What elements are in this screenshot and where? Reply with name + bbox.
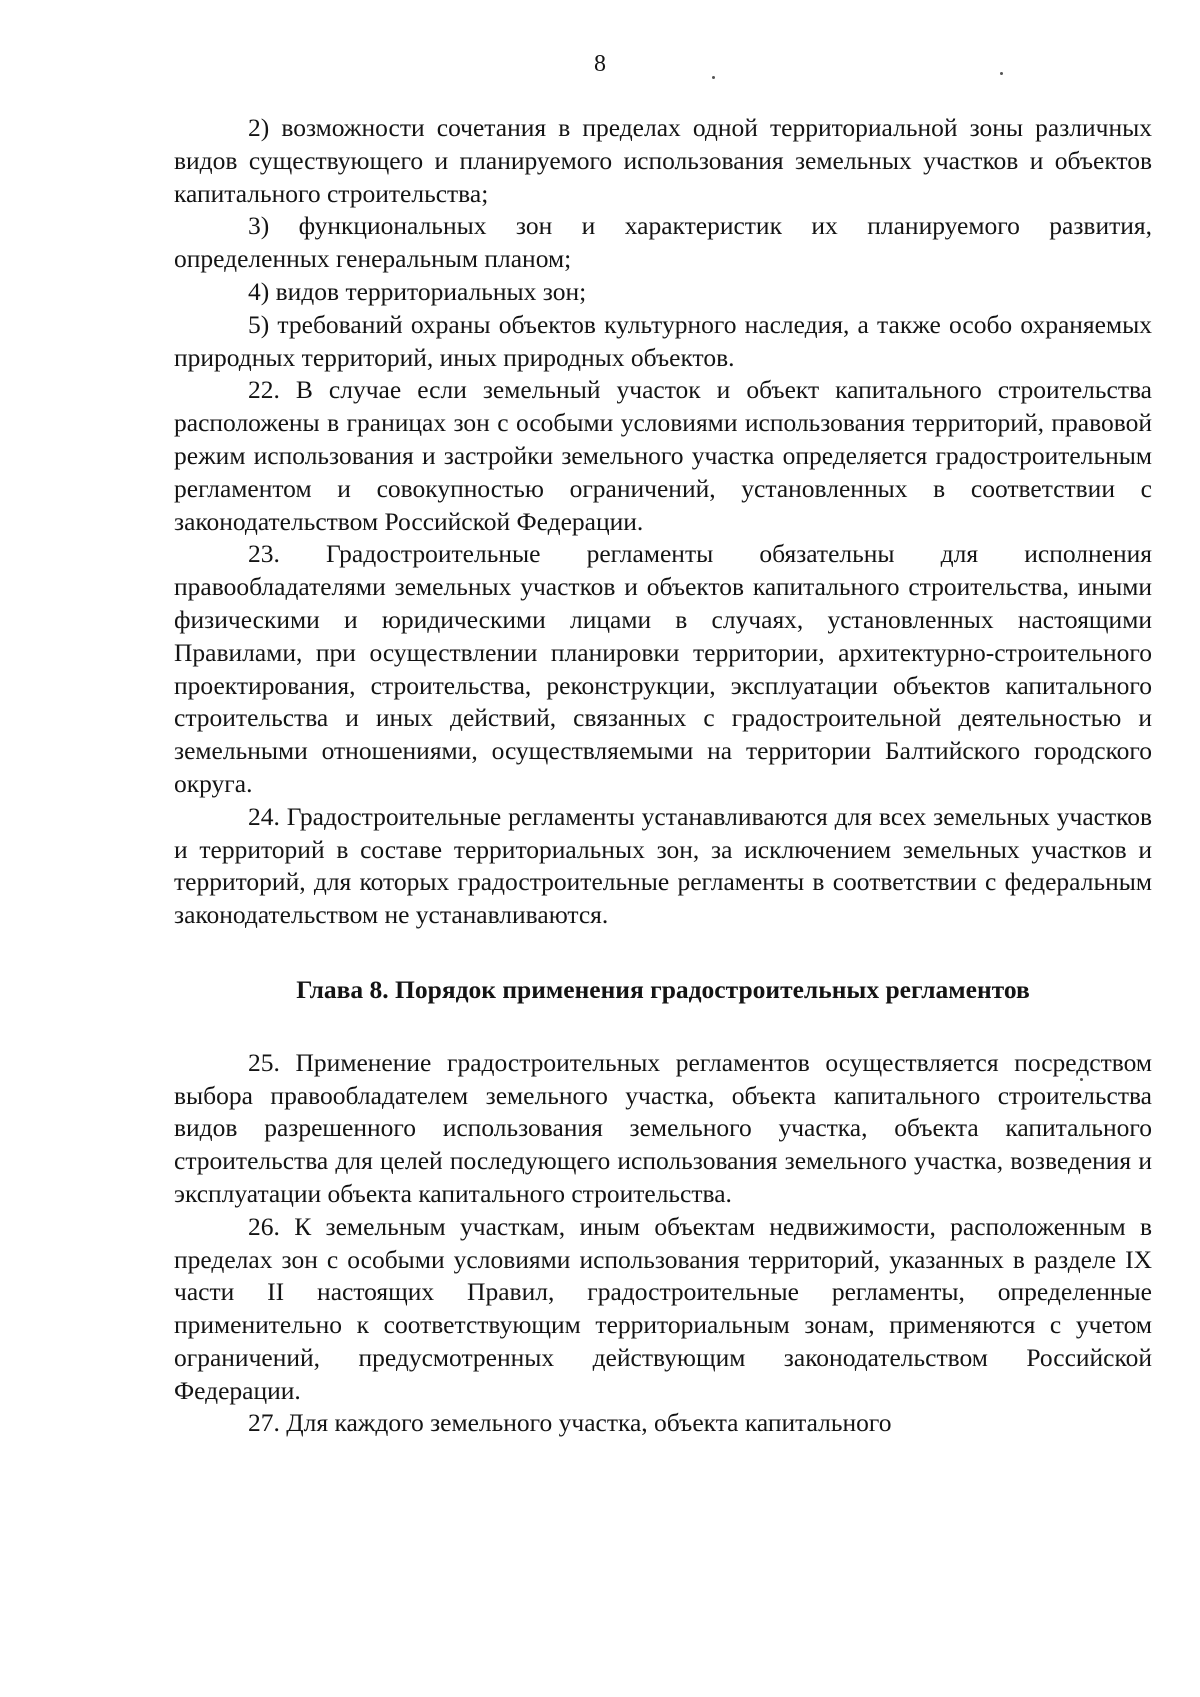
chapter-heading: Глава 8. Порядок применения градостроительных регламентов <box>296 974 1030 1004</box>
scan-speck <box>712 76 715 79</box>
paragraph-25: 25. Применение градостроительных регламентов осуществляется посредством выбора правообладателем земельного участка, объекта капитального строительства видов разрешенного использования земельного участка, объекта капитального строительства для целей последующего использования земельного участка, возведения и эксплуатации объекта капитального строительства. <box>174 1047 1152 1208</box>
paragraph-24: 24. Градостроительные регламенты устанавливаются для всех земельных участков и территорий в составе территориальных зон, за исключением земельных участков и территорий, для которых градостроительные регламенты в соответствии с федеральным законодательством не устанавливаются. <box>174 801 1152 930</box>
paragraph-22: 22. В случае если земельный участок и объект капитального строительства расположены в границах зон с особыми условиями использования территорий, правовой режим использования и застройки земельного участка определяется градостроительным регламентом и совокупностью ограничений, установленных в соответствии с законодательством Российской Федерации. <box>174 375 1152 536</box>
paragraph-item-4: 4) видов территориальных зон; <box>248 276 587 306</box>
paragraph-item-2: 2) возможности сочетания в пределах одной территориальной зоны различных видов существующего и планируемого использования земельных участков и объектов капитального строительства; <box>174 113 1152 208</box>
paragraph-23: 23. Градостроительные регламенты обязательны для исполнения правообладателями земельных участков и объектов капитального строительства, иными физическими и юридическими лицами в случаях, установленных настоящими Правилами, при осуществлении планировки территории, архитектурно-строительного проектирования, строительства, реконструкции, эксплуатации объектов капитального строительства и иных действий, связанных с градостроительной деятельностью и земельными отношениями, осуществляемыми на территории Балтийского городского округа. <box>174 539 1152 798</box>
paragraph-item-3: 3) функциональных зон и характеристик их планируемого развития, определенных генеральным планом; <box>174 211 1152 274</box>
scan-speck <box>1080 1078 1083 1081</box>
document-body <box>174 112 1152 1440</box>
paragraph-27: 27. Для каждого земельного участка, объекта капитального <box>248 1408 892 1438</box>
paragraph-item-5: 5) требований охраны объектов культурного наследия, а также особо охраняемых природных территорий, иных природных объектов. <box>174 309 1152 372</box>
scan-speck <box>1000 72 1003 75</box>
page-number: 8 <box>594 51 606 77</box>
paragraph-26: 26. К земельным участкам, иным объектам недвижимости, расположенным в пределах зон с особыми условиями использования территорий, указанных в разделе IX части II настоящих Правил, градостроительные регламенты, определенные применительно к соответствующим территориальным зонам, применяются с учетом ограничений, предусмотренных действующим законодательством Российской Федерации. <box>174 1211 1152 1405</box>
